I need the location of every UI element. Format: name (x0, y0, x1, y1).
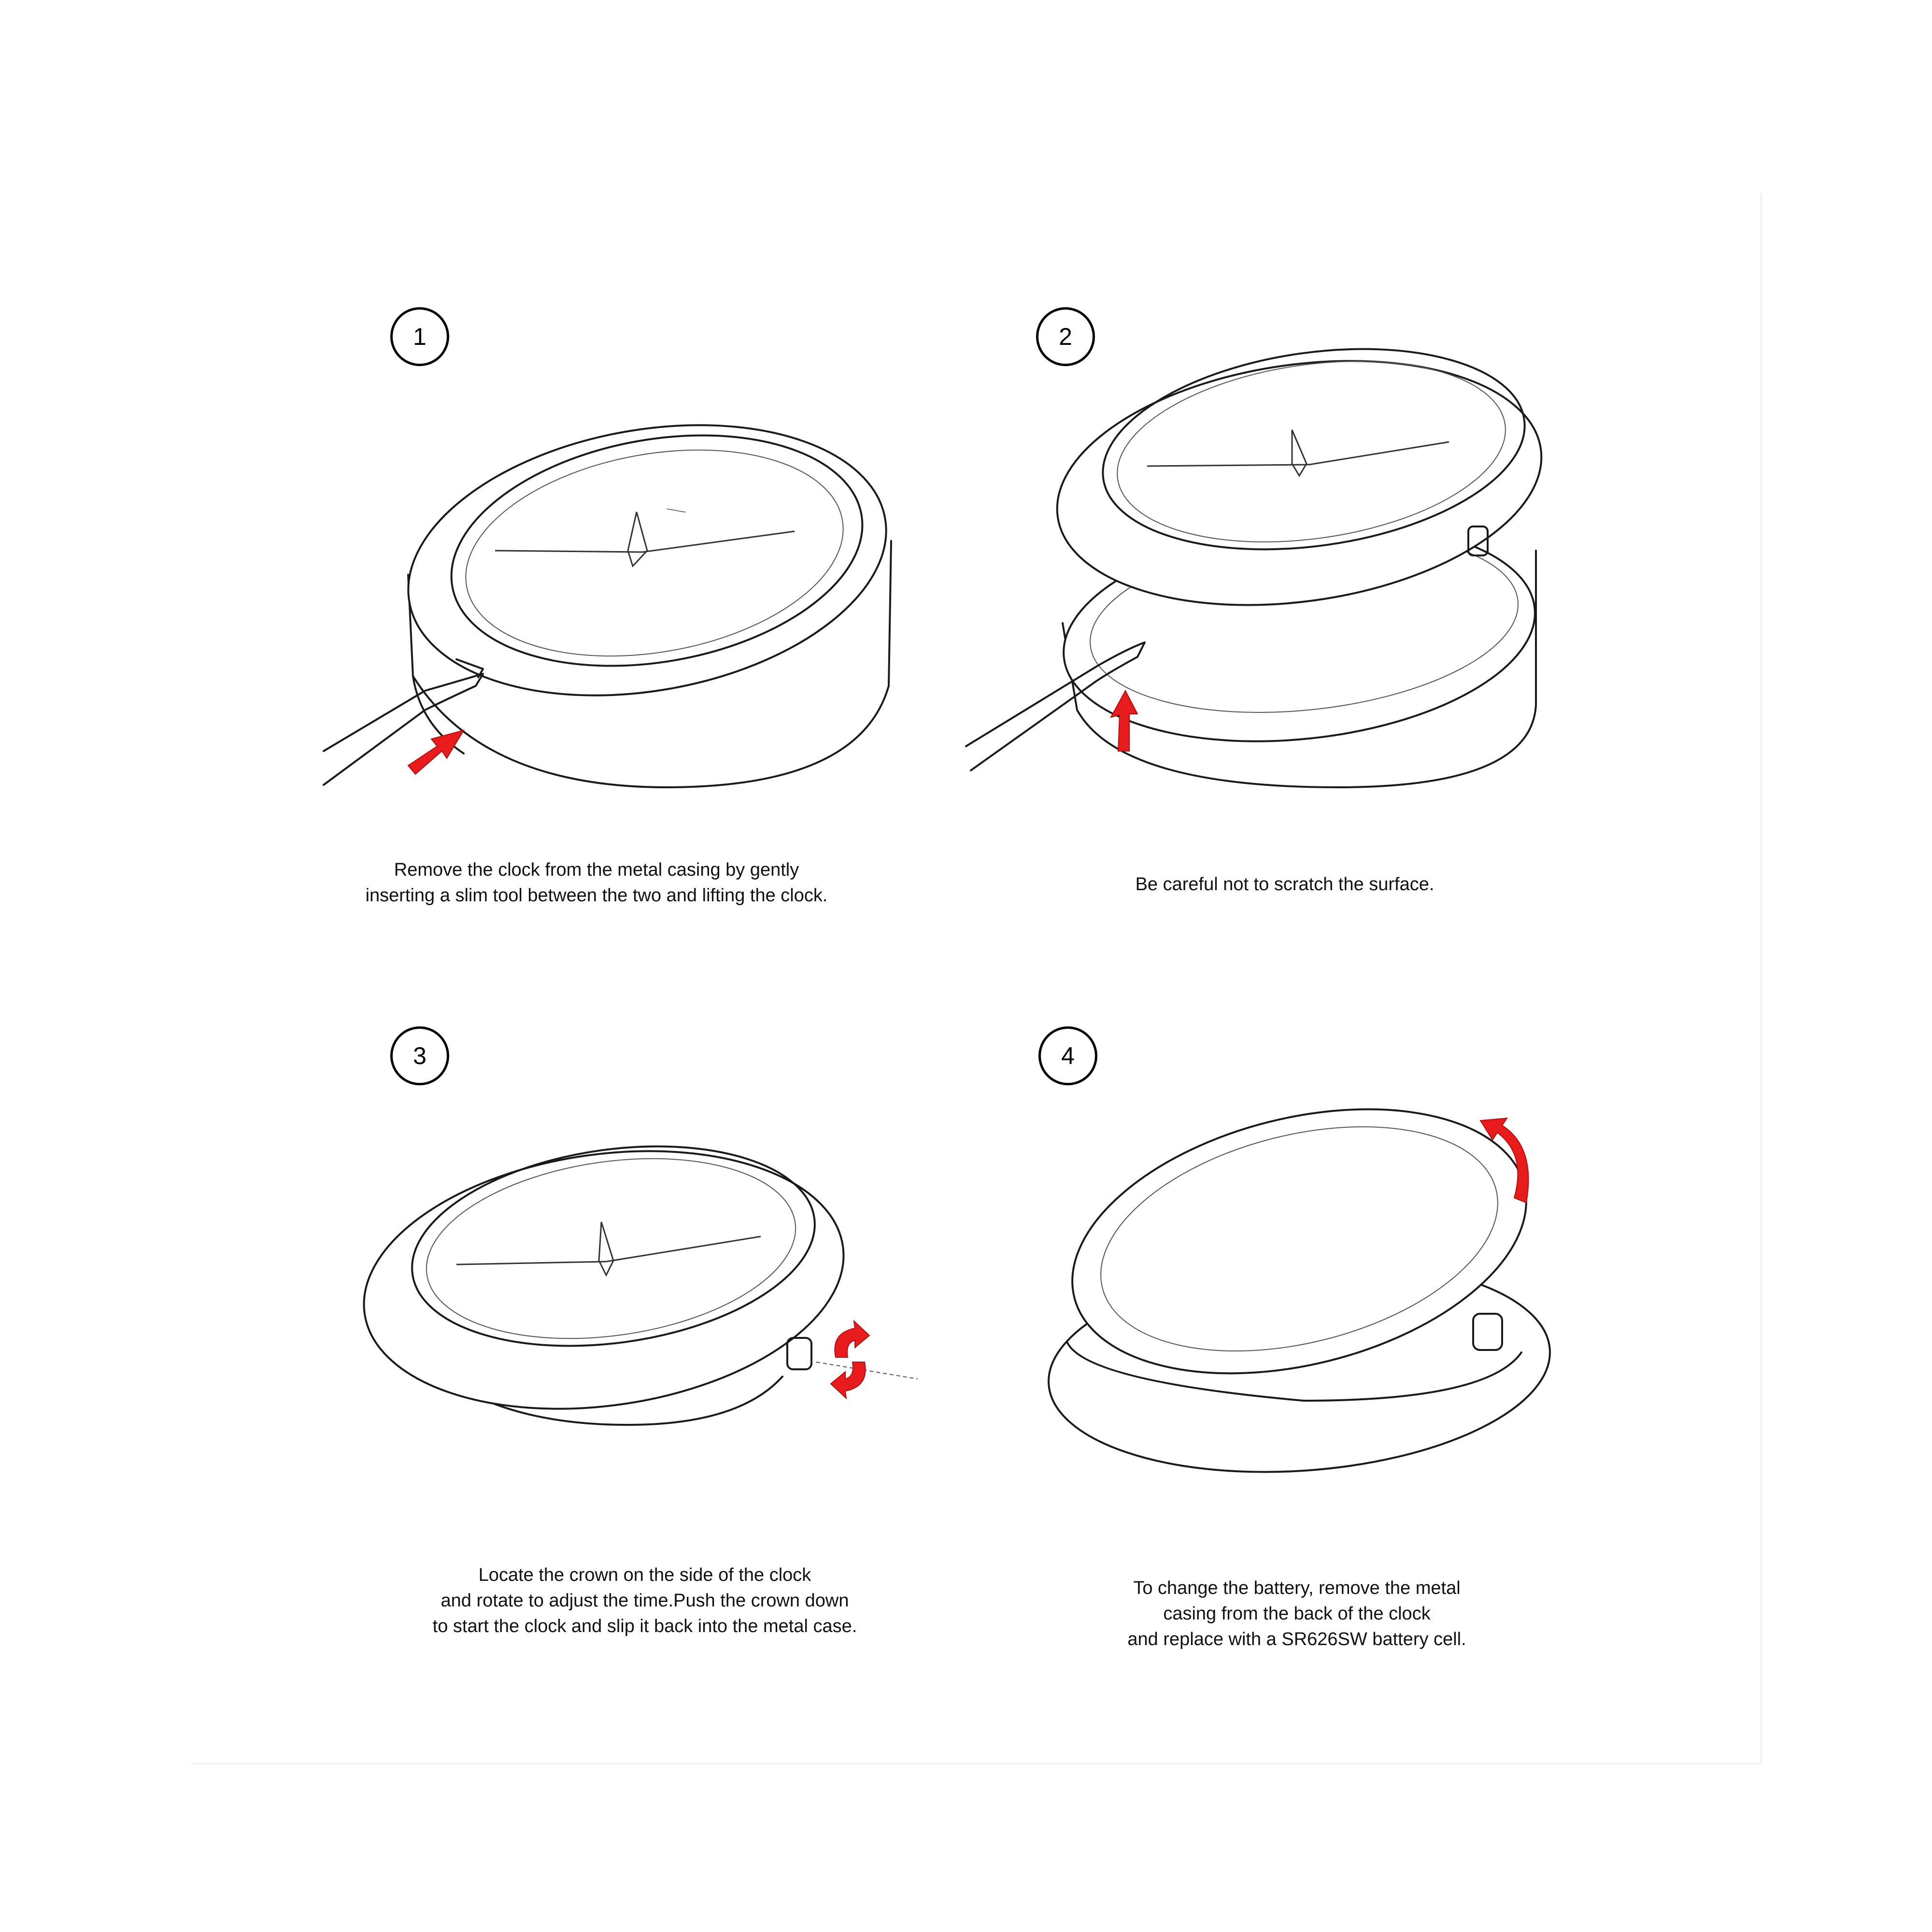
caption-line: Be careful not to scratch the surface. (1135, 874, 1435, 895)
caption-line: to start the clock and slip it back into the metal case. (432, 1616, 857, 1636)
caption-line: inserting a slim tool between the two and lifting the clock. (365, 885, 828, 906)
step-caption (1065, 1576, 1529, 1652)
caption-line: Locate the crown on the side of the clock (478, 1565, 811, 1585)
step-number: 2 (1059, 323, 1072, 350)
caption-line: and rotate to adjust the time.Push the crown down (440, 1591, 849, 1611)
caption-line: casing from the back of the clock (1163, 1604, 1431, 1624)
step-number: 3 (413, 1042, 426, 1069)
caption-line: To change the battery, remove the metal (1133, 1578, 1461, 1598)
caption-line: and replace with a SR626SW battery cell. (1127, 1629, 1466, 1649)
step-number: 1 (413, 323, 426, 350)
brand-logo: ⎯⎯⎯ (666, 501, 687, 519)
step-number: 4 (1061, 1042, 1075, 1069)
caption-line: Remove the clock from the metal casing by gently (394, 860, 799, 880)
